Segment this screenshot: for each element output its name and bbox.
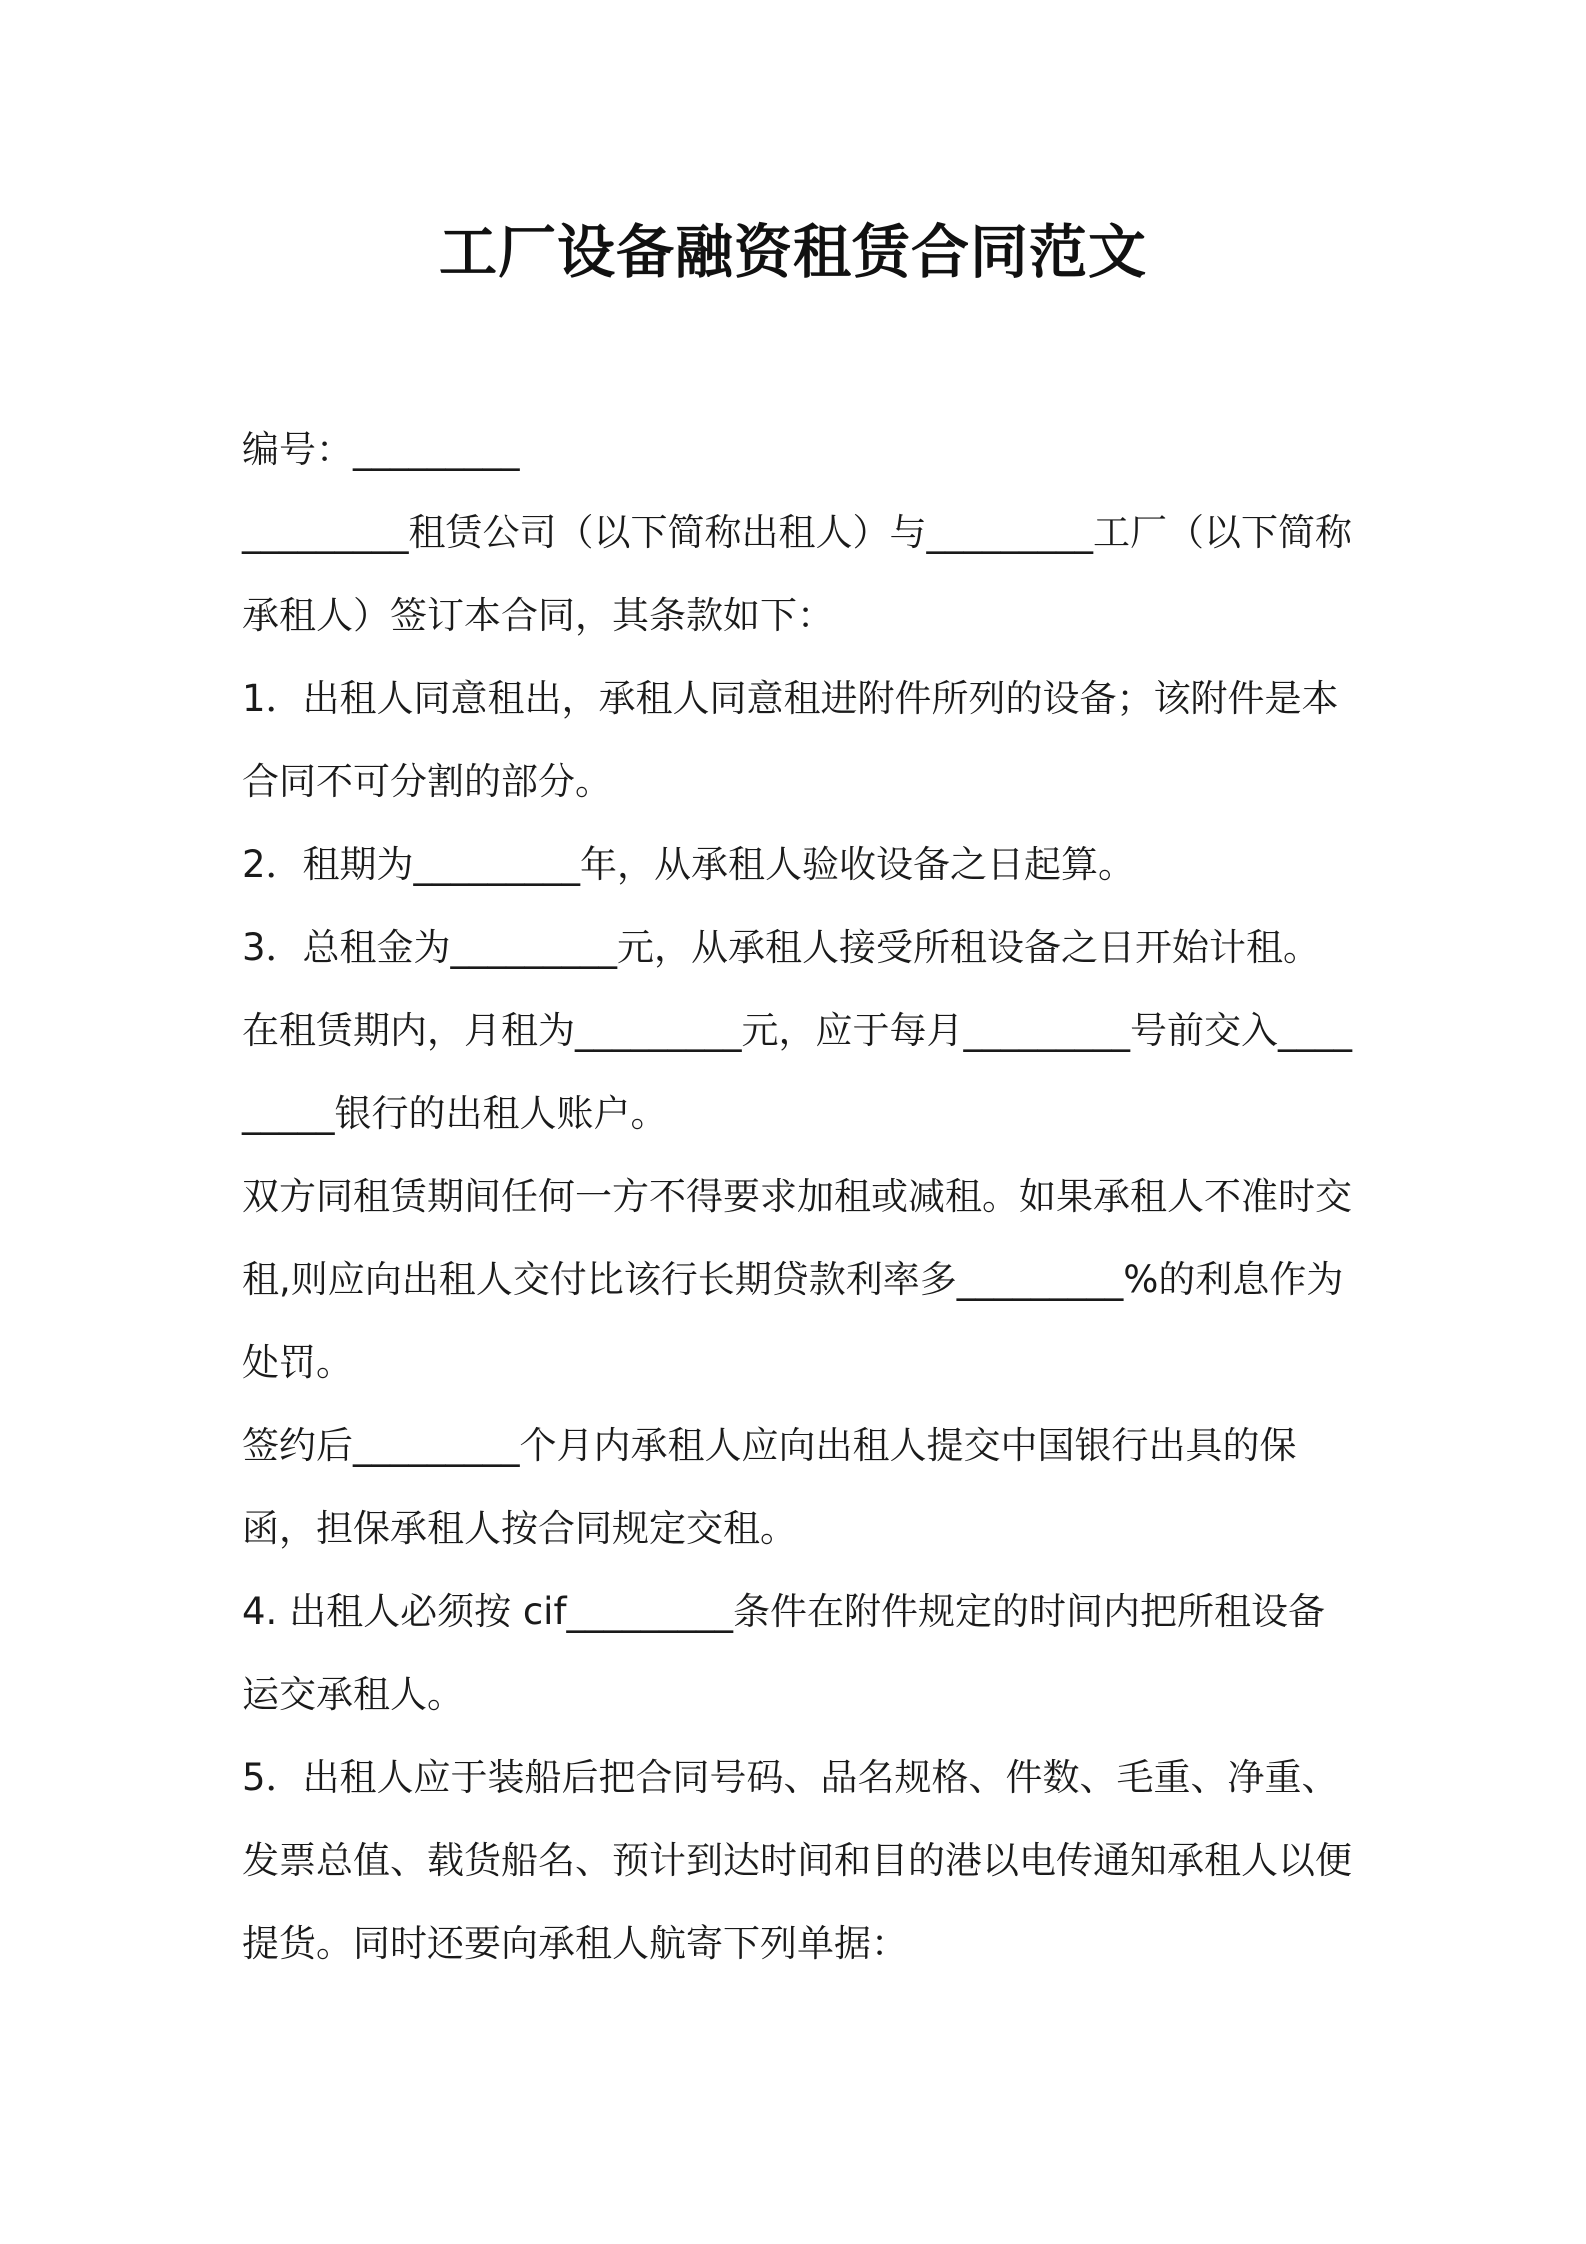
clause-2: 2．租期为_________年，从承租人验收设备之日起算。	[242, 843, 1136, 886]
clause-3-guarantee: 签约后_________个月内承租人应向出租人提交中国银行出具的保函，担保承租人按合同规定交租。	[242, 1424, 1297, 1550]
parties-paragraph: _________租赁公司（以下简称出租人）与_________工厂（以下简称承租人）签订本合同，其条款如下：	[242, 511, 1352, 637]
document-body	[242, 408, 1352, 1985]
document-title: 工厂设备融资租赁合同范文	[438, 218, 1147, 286]
contract-number-line: 编号：_________	[242, 428, 520, 471]
clause-5: 5．出租人应于装船后把合同号码、品名规格、件数、毛重、净重、发票总值、载货船名、预计到达时间和目的港以电传通知承租人以便提货。同时还要向承租人航寄下列单据：	[242, 1756, 1352, 1965]
clause-4: 4. 出租人必须按 cif_________条件在附件规定的时间内把所租设备运交承租人。	[242, 1590, 1325, 1716]
clause-3-rent-adjustment: 双方同租赁期间任何一方不得要求加租或减租。如果承租人不准时交租,则应向出租人交付比该行长期贷款利率多_________%的利息作为处罚。	[242, 1175, 1352, 1384]
clause-3: 3．总租金为_________元，从承租人接受所租设备之日开始计租。在租赁期内，月租为_________元，应于每月_________号前交入_________银行的出租人账户。	[242, 926, 1352, 1135]
clause-1: 1．出租人同意租出，承租人同意租进附件所列的设备；该附件是本合同不可分割的部分。	[242, 677, 1339, 803]
